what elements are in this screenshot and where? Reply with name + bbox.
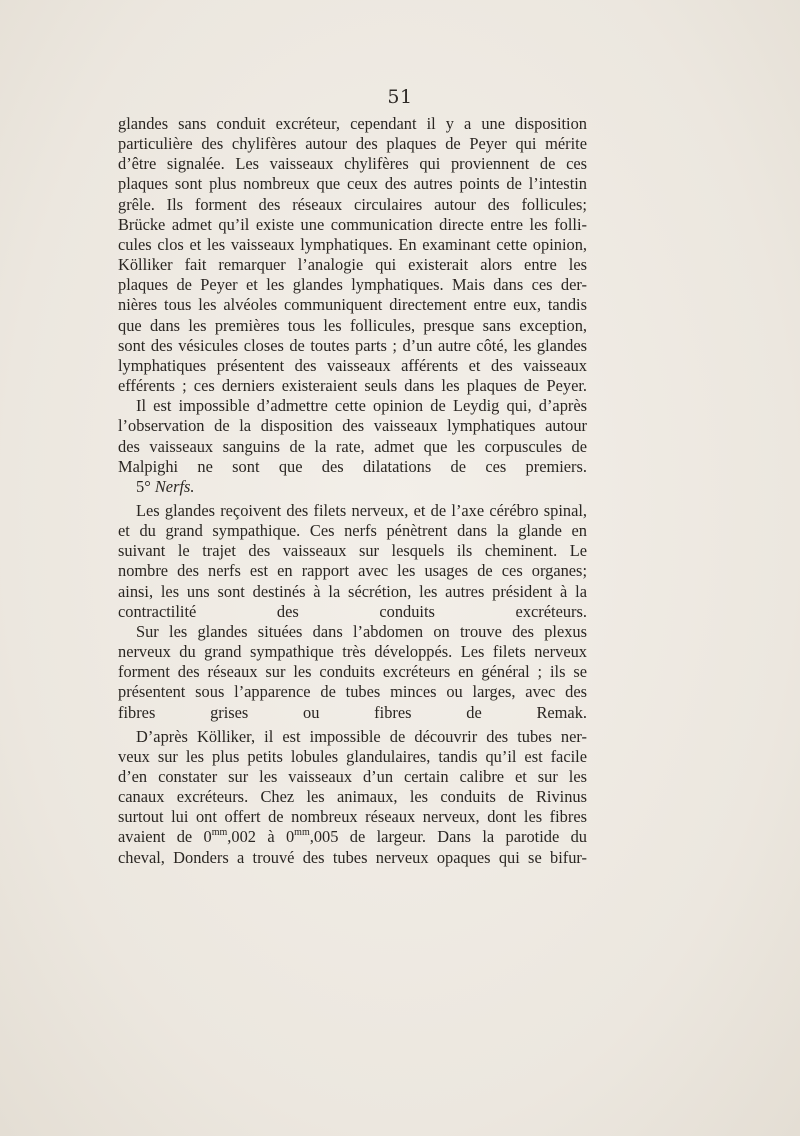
measure-suffix: ,005 de largeur. Dans la parotide du xyxy=(309,827,587,847)
body-text xyxy=(118,114,587,868)
section-number: 5° xyxy=(136,476,151,496)
paragraph-abdomen: Sur les glandes situées dans l’abdomen on trouve des plexus nerveux du grand sympathique très développés. Les filets nerveux forment des réseaux sur les conduits excréteurs en général ; ils se présentent sous l’apparence de tubes minces ou larges, avec des fibres grises ou fibres de Remak. xyxy=(118,621,587,722)
unit-superscript: mm xyxy=(211,827,228,838)
measure-prefix: avaient de 0 xyxy=(118,827,212,847)
page-number: 51 xyxy=(387,86,413,108)
line: D’après Kölliker, il est impossible de découvrir des tubes ner- xyxy=(136,726,587,746)
line: veux sur les plus petits lobules glandulaires, tandis qu’il est facile xyxy=(118,746,587,766)
paragraph-nerfs-glandes: Les glandes reçoivent des filets nerveux, et de l’axe cérébro spinal, et du grand sympathique. Ces nerfs pénètrent dans la glande en suivant le trajet des vaisseaux sur lesquels ils cheminent. Le nombre des nerfs est en rapport avec les usages de ces organes; ainsi, les uns sont destinés à la sécrétion, les autres président à la contractilité des conduits excréteurs. xyxy=(118,500,587,621)
line: cheval, Donders a trouvé des tubes nerveux opaques qui se bifur- xyxy=(118,847,587,867)
section-heading-nerfs xyxy=(118,477,587,497)
paragraph-kolliker xyxy=(118,727,587,868)
section-title: Nerfs. xyxy=(154,476,195,496)
paragraph-chyliferes: glandes sans conduit excréteur, cependant il y a une disposition particulière des chylifères autour des plaques de Peyer qui mérite d’être signalée. Les vaisseaux chylifères qui proviennent de ces plaques sont plus nombreux que ceux des autres points de l’intestin grêle. Ils forment des réseaux circulaires autour des follicules; Brücke admet qu’il existe une communication directe entre les folli- cules clos et les vaisseaux lymphatiques. En examinant cette opinion, Kölliker fait remarquer l’analogie qui existerait alors entre les plaques de Peyer et les glandes lymphatiques. Mais dans ces der- nières tous les alvéoles communiquent directement entre eux, tandis que dans les premières tous les follicules, presque sans exception, sont des vésicules closes de toutes parts ; d’un autre côté, les glandes lymphatiques présentent des vaisseaux afférents et des vaisseaux efférents ; ces derniers existeraient seuls dans les plaques de Peyer. xyxy=(118,114,587,396)
measure-value: ,002 à 0 xyxy=(227,827,295,847)
unit-superscript: mm xyxy=(294,827,310,838)
line: canaux excréteurs. Chez les animaux, les conduits de Rivinus xyxy=(118,787,587,807)
line: d’en constater sur les vaisseaux d’un certain calibre et sur les xyxy=(118,767,587,786)
measurement-line xyxy=(118,827,587,846)
line: surtout lui ont offert de nombreux réseaux nerveux, dont les fibres xyxy=(118,807,587,827)
paragraph-leydig: Il est impossible d’admettre cette opinion de Leydig qui, d’après l’observation de la disposition des vaisseaux lymphatiques autour des vaisseaux sanguins de la rate, admet que les corpuscules de Malpighi ne sont que des dilatations de ces premiers. xyxy=(118,396,587,476)
